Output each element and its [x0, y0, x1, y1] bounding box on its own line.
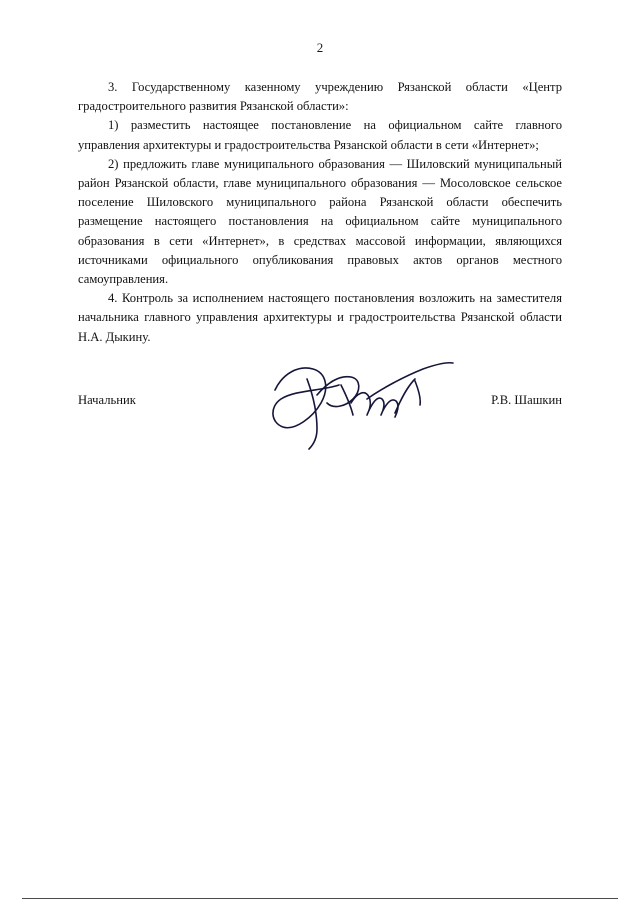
signature-block: [78, 393, 562, 413]
paragraph-item-4: 4. Контроль за исполнением настоящего постановления возложить на заместителя начальника главного управления архитектуры и градостроительства Рязанской области Н.А. Дыкину.: [78, 291, 562, 344]
paragraph-item-3-1: 1) разместить настоящее постановление на официальном сайте главного управления архитектуры и градостроительства Рязанской области в сети «Интернет»;: [78, 118, 562, 152]
document-body: [78, 78, 562, 347]
signatory-name: Р.В. Шашкин: [491, 393, 562, 407]
signatory-position: Начальник: [78, 393, 136, 407]
page-number: 2: [316, 40, 324, 55]
footer-divider: [22, 898, 618, 899]
paragraph-item-3-2: 2) предложить главе муниципального образования — Шиловский муниципальный район Рязанской области, главе муниципального образования — Мосоловское сельское поселение Шиловского муниципального района Рязанской области обеспечить размещение настоящего постановления на официальном сайте муниципального образования в сети «Интернет», в средствах массовой информации, являющихся источниками официального опубликования правовых актов органов местного самоуправления.: [78, 156, 562, 287]
paragraph-item-3: 3. Государственному казенному учреждению Рязанской области «Центр градостроительного развития Рязанской области»:: [78, 80, 562, 114]
